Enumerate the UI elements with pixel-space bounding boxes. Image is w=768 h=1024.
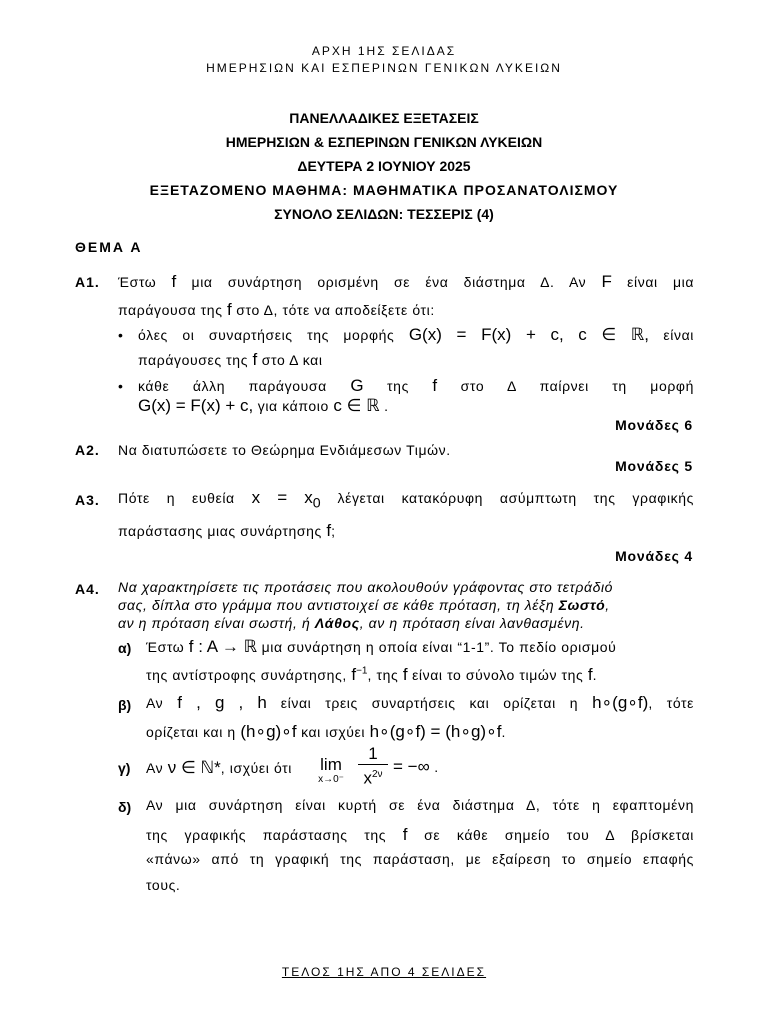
math-f: f (227, 300, 232, 319)
text: κάθε άλλη παράγουσα (138, 378, 327, 394)
text: σας, δίπλα στο γράμμα που αντιστοιχεί σε κάθε πρόταση, τη λέξη (118, 597, 555, 613)
text: Έστω (146, 639, 185, 655)
question-a1-label: Α1. (75, 274, 100, 290)
text: είναι (663, 327, 694, 343)
question-a2-text: Να διατυπώσετε το Θεώρημα Ενδιάμεσων Τιμών. (118, 442, 451, 458)
text: αν η πρόταση είναι σωστή, ή (118, 615, 311, 631)
header-line-1: ΑΡΧΗ 1ΗΣ ΣΕΛΙΔΑΣ (311, 44, 457, 58)
text: , ισχύει ότι (220, 760, 292, 776)
text: της γραφικής παράστασης της (146, 827, 387, 843)
header-line-2: ΗΜΕΡΗΣΙΩΝ ΚΑΙ ΕΣΠΕΡΙΝΩΝ ΓΕΝΙΚΩΝ ΛΥΚΕΙΩΝ (206, 61, 562, 75)
title-line-1: ΠΑΝΕΛΛΑΔΙΚΕΣ ΕΞΕΤΑΣΕΙΣ (289, 110, 479, 126)
keyword-correct: Σωστό (558, 597, 606, 613)
math-denominator (358, 766, 388, 788)
text: παράστασης μιας συνάρτησης (118, 523, 322, 539)
math-associativity: h∘(g∘f) = (h∘g)∘f (369, 722, 502, 741)
math-G: G (350, 376, 364, 395)
question-a1-bullet-2-cont (138, 396, 389, 416)
math-x-equals-x0 (251, 488, 321, 512)
bullet-dot: • (118, 378, 123, 394)
math-composition: (h∘g)∘f (240, 722, 297, 741)
text: Έστω (118, 274, 157, 290)
item-delta-line-2 (146, 825, 694, 845)
math-fgh: f , g , h (177, 693, 267, 712)
text: . (592, 667, 598, 683)
item-alpha-line-1 (146, 637, 616, 657)
question-a4-label: Α4. (75, 581, 100, 597)
math-result (393, 757, 439, 777)
item-delta-line-3: «πάνω» από τη γραφική της παράσταση, με εξαίρεση το σημείο επαφής (146, 851, 694, 867)
math-delta: Δ (506, 378, 517, 394)
math-f: f (326, 521, 332, 540)
keyword-wrong: Λάθος (314, 615, 360, 631)
item-beta-line-2 (146, 722, 506, 742)
question-a3-points: Μονάδες 4 (615, 548, 693, 564)
text: Αν (146, 760, 164, 776)
text: στο (460, 378, 485, 394)
footer-text: ΤΕΛΟΣ 1ΗΣ ΑΠΟ 4 ΣΕΛΙΔΕΣ (281, 965, 487, 979)
item-alpha-label: α) (118, 640, 132, 656)
text: ; (331, 523, 336, 539)
math-f: f (432, 376, 438, 395)
text: όλες οι συναρτήσεις της μορφής (138, 327, 395, 343)
question-a1-bullet-1-cont (138, 350, 323, 370)
question-a4-intro-1: Να χαρακτηρίσετε τις προτάσεις που ακολουθούν γράφοντας στο τετράδιό (118, 579, 614, 595)
text: ορίζεται και η (146, 724, 236, 740)
math-text: x (363, 768, 372, 788)
text: . (384, 398, 389, 414)
question-a3-label: Α3. (75, 492, 100, 508)
math-superscript: −1 (356, 665, 368, 677)
fraction-bar (358, 764, 388, 765)
math-f: f (587, 665, 593, 684)
title-line-2: ΗΜΕΡΗΣΙΩΝ & ΕΣΠΕΡΙΝΩΝ ΓΕΝΙΚΩΝ ΛΥΚΕΙΩΝ (225, 134, 543, 150)
item-delta-line-1: Αν μια συνάρτηση είναι κυρτή σε ένα διάστημα Δ, τότε η εφαπτομένη (146, 797, 694, 813)
text: στο (236, 302, 260, 318)
question-a1-points: Μονάδες 6 (615, 417, 693, 433)
text: και ισχύει (301, 724, 366, 740)
math-numerator: 1 (368, 744, 378, 763)
math-delta: Δ (263, 302, 274, 318)
math-c-real: c ∈ ℝ, (578, 325, 649, 344)
question-a4-intro-3 (118, 615, 585, 631)
math-text: f (351, 665, 357, 684)
question-a3-line-1 (118, 488, 694, 511)
math-superscript: 2ν (371, 769, 383, 780)
text: Πότε η ευθεία (118, 490, 235, 506)
text: μια συνάρτηση ορισμένη σε ένα διάστημα (191, 274, 526, 290)
question-a1-bullet-1 (138, 325, 694, 345)
text: για κάποιο (257, 398, 329, 414)
text: , τότε (648, 695, 694, 711)
item-gamma-label: γ) (118, 760, 131, 776)
math-f-inverse (351, 665, 367, 684)
text: Αν (146, 695, 164, 711)
item-delta-line-4: τους. (146, 877, 181, 893)
question-a1-line-1 (118, 272, 694, 292)
math-composition: h∘(g∘f) (592, 693, 649, 712)
text: είναι μια (627, 274, 695, 290)
text: παίρνει τη μορφή (539, 378, 694, 394)
text: παράγουσες της (138, 352, 249, 368)
text: μια συνάρτηση η οποία είναι “1-1”. Το πεδίο ορισμού (261, 639, 617, 655)
question-a1-line-2 (118, 300, 435, 320)
math-delta: Δ (289, 352, 299, 368)
text: , αν η πρόταση είναι λανθασμένη. (359, 615, 585, 631)
text: . (501, 724, 506, 740)
math-f: f (171, 272, 177, 291)
math-f: f (252, 350, 258, 369)
text: και (302, 352, 323, 368)
math-formula: G(x) = F(x) + c, (408, 325, 564, 344)
question-a2-points: Μονάδες 5 (615, 458, 693, 474)
title-line-3: ΔΕΥΤΕΡΑ 2 ΙΟΥΝΙΟΥ 2025 (297, 158, 471, 174)
math-limit (318, 756, 344, 786)
text: , (605, 597, 610, 613)
math-text: x = x (251, 488, 313, 507)
section-heading: ΘΕΜΑ Α (75, 239, 143, 255)
math-nu-natural: ν ∈ ℕ* (167, 758, 221, 777)
item-alpha-line-2 (146, 665, 597, 685)
math-formula: G(x) = F(x) + c, (138, 396, 254, 415)
text: , της (367, 667, 399, 683)
text: , τότε να αποδείξετε ότι: (273, 302, 435, 318)
item-delta-label: δ) (118, 799, 132, 815)
page-footer (0, 965, 768, 979)
text: λέγεται κατακόρυφη ασύμπτωτη της γραφικής (337, 490, 694, 506)
text: είναι τρεις συναρτήσεις και ορίζεται η (280, 695, 579, 711)
text: της (387, 378, 409, 394)
math-f: f (402, 825, 408, 844)
question-a2-label: Α2. (75, 442, 100, 458)
question-a4-intro-2 (118, 597, 610, 613)
math-minus-infinity: = −∞ (393, 757, 430, 776)
question-a3-line-2 (118, 521, 336, 541)
math-lim-subscript: x→0⁻ (318, 774, 344, 785)
math-fraction (358, 745, 388, 788)
title-line-5: ΣΥΝΟΛΟ ΣΕΛΙΔΩΝ: ΤΕΣΣΕΡΙΣ (4) (274, 206, 494, 222)
math-subscript: 0 (312, 495, 321, 512)
question-a1-bullet-2 (138, 376, 694, 396)
math-f: f (402, 665, 408, 684)
text: παράγουσα της (118, 302, 223, 318)
text: στο (261, 352, 286, 368)
bullet-dot: • (118, 327, 123, 343)
math-function-def: f : A → ℝ (188, 637, 258, 656)
math-lim-word: lim (320, 755, 342, 774)
item-beta-line-1 (146, 693, 694, 713)
math-c-real: c ∈ ℝ (333, 396, 380, 415)
text: . Αν (550, 274, 587, 290)
item-gamma-text (146, 758, 292, 778)
text: . (434, 759, 439, 775)
title-line-4: ΕΞΕΤΑΖΟΜΕΝΟ ΜΑΘΗΜΑ: ΜΑΘΗΜΑΤΙΚΑ ΠΡΟΣΑΝΑΤΟΛΙΣΜΟΥ (149, 182, 619, 198)
text: είναι το σύνολο τιμών της (412, 667, 584, 683)
text: της αντίστροφης συνάρτησης, (146, 667, 347, 683)
math-F: F (601, 272, 612, 291)
item-beta-label: β) (118, 697, 132, 713)
text: σε κάθε σημείο του Δ βρίσκεται (424, 827, 694, 843)
math-delta: Δ (540, 274, 551, 290)
